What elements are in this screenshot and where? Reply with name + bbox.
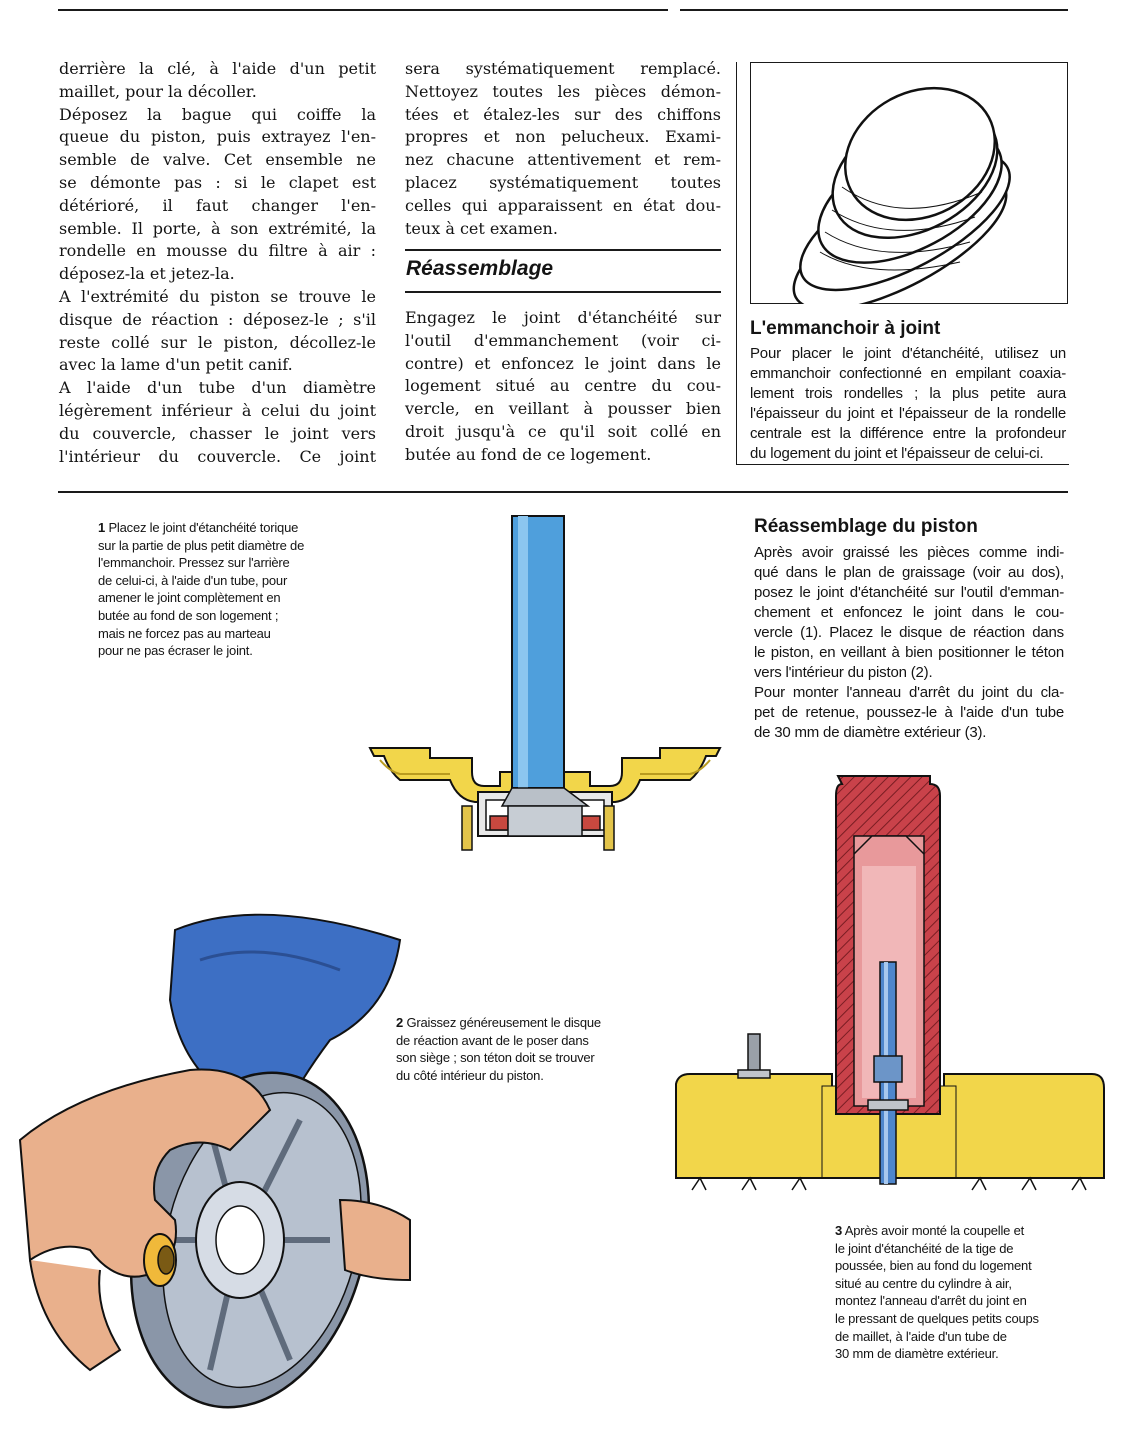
caption2-line: son siège ; son téton doit se trouver (396, 1050, 595, 1066)
col2-line: droit jusqu'à ce qu'il soit collé en (405, 421, 721, 441)
col2-line: nez chacune attentivement et rem- (405, 150, 721, 170)
col2-line: contre) et enfoncez le joint dans le (405, 353, 721, 373)
col1-line: reste collé sur le piston, décollez-le (59, 332, 376, 352)
body-column-1 (59, 58, 376, 468)
caption2-line: du côté intérieur du piston. (396, 1067, 544, 1083)
caption-1 (98, 519, 304, 660)
sidebar2-line: de 30 mm de diamètre extérieur (3). (754, 724, 987, 741)
sidebar2-line: le piston, en veillant à bien positionner le téton (754, 644, 1064, 661)
caption-2 (396, 1014, 601, 1084)
caption3-line: le joint d'étanchéité de la tige de (835, 1240, 1014, 1256)
col2-line: placez systématiquement toutes (405, 172, 721, 192)
col1-line: légèrement inférieur à celui du joint (59, 400, 376, 420)
col1-line: se démonte pas : si le clapet est (59, 172, 376, 192)
col2-line: sera systématiquement remplacé. (405, 59, 721, 78)
section-heading-reassemblage: Réassemblage (406, 257, 554, 280)
caption1-line: de celui-ci, à l'aide d'un tube, pour (98, 572, 288, 588)
col1-line: derrière la clé, à l'aide d'un petit (59, 59, 376, 78)
caption1-line: sur la partie de plus petit diamètre de (98, 537, 305, 553)
top-rule-right (680, 9, 1068, 11)
caption3-line: situé au centre du cylindre à air, (835, 1275, 1012, 1291)
sidebar2-line: posez le joint d'étanchéité sur l'outil d'emman- (754, 584, 1064, 601)
col2-line: vercle, en veillant à pousser bien (405, 399, 721, 419)
col2-line: tées et étalez-les sur des chiffons (405, 104, 721, 124)
sidebar1-line: Pour placer le joint d'étanchéité, utilisez un (750, 345, 1066, 362)
caption-number: 2 (396, 1015, 404, 1030)
col1-line: détérioré, il faut changer l'en- (59, 195, 376, 215)
caption3-line: 30 mm de diamètre extérieur. (835, 1346, 999, 1362)
col2-line: butée au fond de ce logement. (405, 444, 652, 464)
col2-line: l'outil d'emmanchement (voir ci- (405, 330, 721, 350)
body-column-2b (405, 307, 721, 467)
col1-line: déposez-la et jetez-la. (59, 264, 235, 284)
middle-rule (58, 491, 1068, 493)
body-column-2 (405, 58, 721, 240)
caption3-line: le pressant de quelques petits coups (835, 1310, 1039, 1326)
section-rule (405, 249, 721, 251)
caption1-line: pour ne pas écraser le joint. (98, 643, 253, 659)
col2-line: logement situé au centre du cou- (405, 376, 721, 396)
top-rule (58, 9, 668, 11)
caption1-line: amener le joint complètement en (98, 590, 281, 606)
section-rule-under (405, 291, 721, 293)
caption1-line: Placez le joint d'étanchéité torique (108, 520, 299, 535)
caption1-line: l'emmanchoir. Pressez sur l'arrière (98, 555, 290, 571)
col1-line: semble. Il porte, à son extrémité, la (59, 218, 376, 238)
sidebar2-line: Après avoir graissé les pièces comme indi- (754, 544, 1064, 561)
col1-line: maillet, pour la décoller. (59, 81, 257, 101)
sidebar2-text (754, 543, 1064, 743)
col1-line: disque de réaction : déposez-le ; s'il (59, 309, 376, 329)
caption3-line: de maillet, à l'aide d'un tube de (835, 1328, 1007, 1344)
reaction-disc-illustration (0, 900, 420, 1440)
caption3-line: poussée, bien au fond du logement (835, 1258, 1032, 1274)
sidebar2-line: qué dans le plan de graissage (voir au dos), (754, 564, 1064, 581)
piston-tube-illustration (672, 766, 1112, 1206)
sidebar2-line: chement et enfoncez le joint dans le cou- (754, 604, 1064, 621)
sidebar2-line: vercle (1). Placez le disque de réaction dans (754, 624, 1064, 641)
caption1-line: butée au fond de son logement ; (98, 607, 279, 623)
caption2-line: de réaction avant de le poser dans (396, 1032, 589, 1048)
col2-line: teux à cet examen. (405, 218, 558, 238)
col2-line: propres et non pelucheux. Exami- (405, 127, 721, 147)
sidebar1-line: emmanchoir confectionné en empilant coaxia- (750, 365, 1066, 382)
col1-line: semble de valve. Cet ensemble ne (59, 150, 376, 170)
col1-line: l'intérieur du couvercle. Ce joint (59, 446, 376, 466)
sidebar1-line: lement trois rondelles ; la plus petite aura (750, 385, 1066, 402)
caption2-line: Graissez généreusement le disque (406, 1015, 601, 1030)
sidebar2-line: vers l'intérieur du piston (2). (754, 664, 933, 681)
col1-line: avec la lame d'un petit canif. (59, 355, 293, 375)
sidebar1-title: L'emmanchoir à joint (750, 318, 941, 339)
col1-line: queue du piston, puis extrayez l'en- (59, 127, 376, 147)
col2-line: Nettoyez toutes les pièces démon- (405, 81, 721, 101)
sidebar2-title: Réassemblage du piston (754, 516, 978, 537)
sidebar1-line: du logement du joint et l'épaisseur de celui-ci. (750, 445, 1044, 462)
caption-number: 3 (835, 1223, 843, 1238)
sidebar2-line: pet de retenue, poussez-le à l'aide d'un tube (754, 704, 1064, 721)
caption-3 (835, 1222, 1039, 1363)
sidebar1-line: l'épaisseur du joint et l'épaisseur de la rondelle (750, 405, 1066, 422)
col1-line: A l'aide d'un tube d'un diamètre (59, 378, 376, 398)
caption3-line: montez l'anneau d'arrêt du joint en (835, 1293, 1027, 1309)
col1-line: A l'extrémité du piston se trouve le (59, 286, 376, 306)
caption3-line: Après avoir monté la coupelle et (844, 1223, 1025, 1238)
col2-line: Engagez le joint d'étanchéité sur (405, 308, 721, 327)
caption-number: 1 (98, 520, 106, 535)
col1-line: rondelle en mousse du filtre à air : (59, 241, 376, 261)
caption1-line: mais ne forcez pas au marteau (98, 625, 271, 641)
sidebar1-text (750, 344, 1066, 464)
col1-line: Déposez la bague qui coiffe la (59, 104, 376, 124)
col1-line: du couvercle, chasser le joint vers (59, 423, 376, 443)
emmanchoir-illustration (750, 62, 1068, 304)
sidebar2-line: Pour monter l'anneau d'arrêt du joint du cla- (754, 684, 1064, 701)
col2-line: celles qui apparaissent en état dou- (405, 195, 721, 215)
sidebar1-line: centrale est la différence entre la profondeur (750, 425, 1066, 442)
